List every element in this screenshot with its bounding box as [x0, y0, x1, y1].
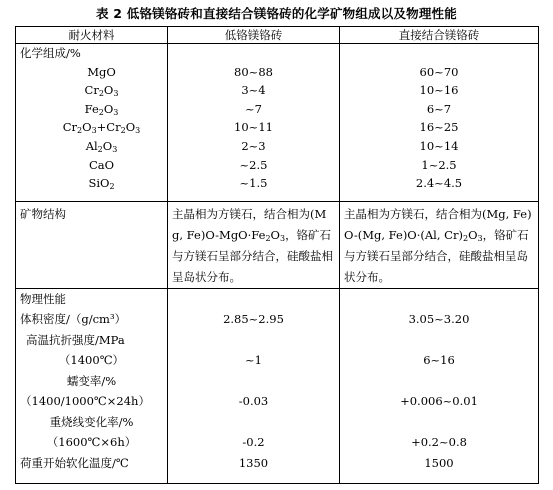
physical-labels — [16, 288, 168, 483]
chem-low-value: 3~4 — [241, 83, 266, 98]
phys-low-value: -0.2 — [242, 435, 265, 450]
mineral-low-text: 主晶相为方镁石，结合相为(Mg, $Fe)O-MgO\cdot Fe_2O_3$，铬矿石与方镁石呈部分结合，硅酸盐相呈岛状分布。 — [172, 206, 333, 284]
phys-name: 荷重开始软化温度/℃ — [20, 455, 129, 470]
header-direct-bonded: 直接结合镁铬砖 — [340, 27, 539, 44]
mineral-label: 矿物结构 — [20, 206, 66, 221]
phys-direct-value: +0.006~0.01 — [400, 394, 478, 409]
chem-direct-value: 16~25 — [419, 120, 459, 135]
chem-direct-value: 10~16 — [419, 83, 459, 98]
chem-direct-value: 6~7 — [426, 101, 452, 116]
phys-direct-value: +0.2~0.8 — [411, 435, 467, 450]
phys-low-value: ~1 — [245, 353, 262, 368]
chemical-low-values — [168, 44, 340, 202]
chem-name-sio2: SiO$_2$ — [88, 176, 115, 192]
chem-low-value: ~2.5 — [239, 157, 268, 172]
phys-name: （1600℃×6h） — [46, 435, 137, 450]
mineral-label-cell — [16, 201, 168, 288]
phys-name: 体积密度/（g/cm³） — [20, 312, 127, 327]
chemical-direct-values — [340, 44, 539, 202]
chem-low-value: ~7 — [245, 101, 262, 116]
phys-direct-value — [340, 330, 538, 351]
header-row — [16, 27, 539, 44]
properties-table — [15, 26, 539, 484]
mineral-direct-cell — [340, 201, 539, 288]
phys-name: （1400/1000℃×24h） — [20, 394, 150, 409]
physical-section-label: 物理性能 — [20, 291, 66, 306]
chem-name-al2o3: $Al_2O_3$ — [85, 138, 118, 154]
chem-name-cao: CaO — [88, 157, 115, 172]
mineral-low-cell — [168, 201, 340, 288]
header-low-chrome: 低铬镁铬砖 — [168, 27, 340, 44]
chem-direct-value: 1~2.5 — [421, 157, 457, 172]
mineral-direct-text: 主晶相为方镁石，结合相为(Mg, Fe)O-(Mg, Fe)O·(Al, $Cr)_2O_3$，铬矿石与方镁石呈部分结合，硅酸盐相呈岛状分布。 — [344, 206, 532, 284]
phys-low-value: -0.03 — [238, 394, 269, 409]
phys-low-value: 1350 — [238, 455, 269, 470]
chem-name-cr2o3: $Cr_2O_3$ — [84, 83, 119, 99]
phys-direct-value — [340, 371, 538, 392]
phys-name: 重烧线变化率/% — [49, 414, 134, 429]
phys-name: 蠕变率/% — [66, 373, 117, 388]
phys-name: 高温抗折强度/MPa — [26, 332, 125, 347]
chem-direct-value: 60~70 — [419, 64, 459, 79]
chem-direct-value: 2.4~4.5 — [415, 176, 463, 191]
chem-name-mgo: MgO — [87, 64, 116, 79]
table-title: 表 2 低铬镁铬砖和直接结合镁铬砖的化学矿物组成以及物理性能 — [96, 6, 457, 21]
mineral-section — [16, 201, 539, 288]
phys-direct-value: 1500 — [424, 455, 454, 470]
phys-low-value — [168, 330, 339, 351]
phys-direct-value: 6~16 — [423, 353, 455, 368]
chem-low-value: 80~88 — [234, 64, 273, 79]
chem-low-value: 2~3 — [241, 138, 266, 153]
chem-name-fe2o3: $Fe_2O_3$ — [84, 101, 119, 117]
chem-low-value: ~1.5 — [239, 176, 268, 191]
phys-low-value: 2.85~2.95 — [223, 312, 284, 327]
chemical-section-label: 化学组成/% — [20, 46, 81, 60]
header-material: 耐火材料 — [16, 27, 168, 44]
phys-direct-value — [340, 412, 538, 433]
chem-name-cr2o3-sum: $Cr_2O_3+Cr_2O_3$ — [62, 120, 141, 136]
chemical-section — [16, 44, 539, 202]
physical-direct-values — [340, 288, 539, 483]
phys-low-value — [168, 371, 339, 392]
physical-section — [16, 288, 539, 483]
phys-name: （1400℃） — [58, 353, 125, 368]
phys-low-value — [168, 412, 339, 433]
chem-low-value: 10~11 — [234, 120, 273, 135]
phys-direct-value: 3.05~3.20 — [408, 312, 470, 327]
chem-direct-value: 10~14 — [419, 138, 459, 153]
chemical-labels — [16, 44, 168, 202]
physical-low-values — [168, 288, 340, 483]
